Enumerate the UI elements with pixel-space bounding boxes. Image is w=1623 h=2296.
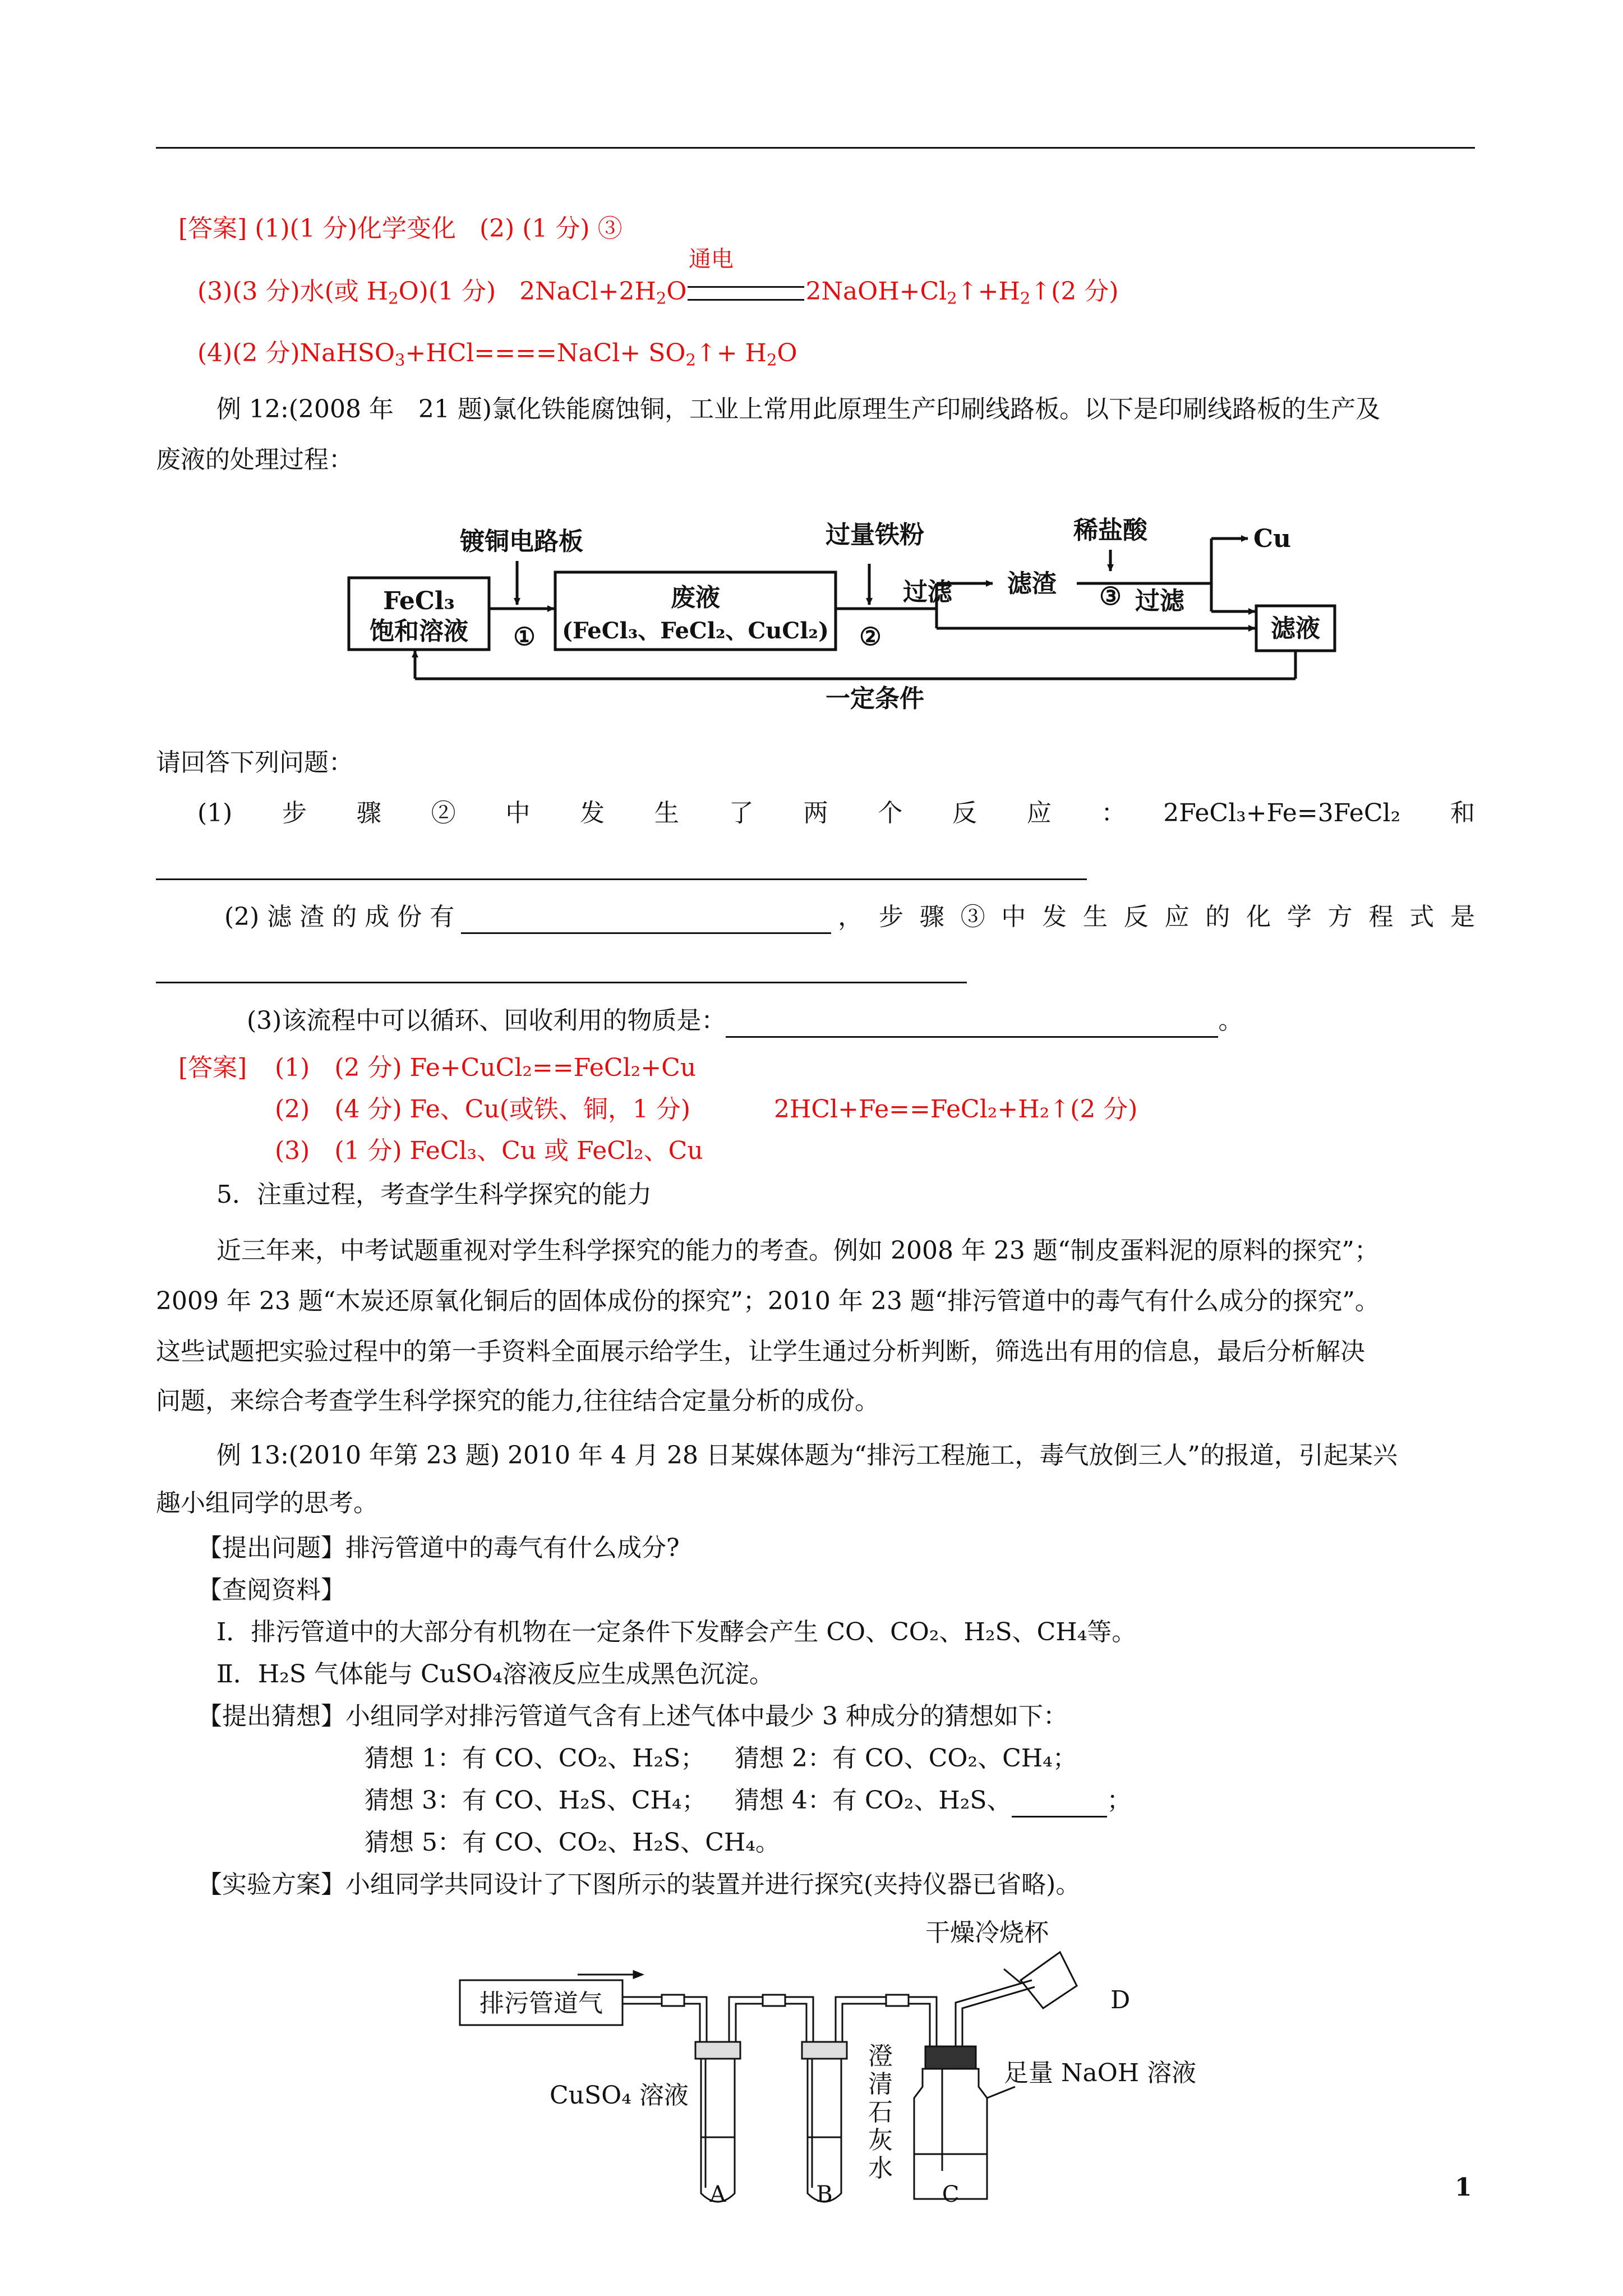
label-waste: 废液: [671, 583, 720, 612]
label-filtrate: 滤液: [1271, 614, 1320, 643]
answer-line-1: [答案] (1)(1 分)化学变化 (2) (1 分) ③: [178, 214, 623, 243]
naoh-label: 足量 NaOH 溶液: [1004, 2059, 1197, 2087]
step-2: ②: [859, 623, 882, 651]
label-filter-2: 过滤: [1135, 587, 1184, 615]
blank-residue[interactable]: [461, 910, 831, 934]
condition-label: 通电: [689, 246, 734, 272]
label-waste-contents: (FeCl₃、FeCl₂、CuCl₂): [562, 618, 829, 644]
question-2: (2) 滤 渣 的 成 份 有 ， 步 骤 ③ 中 发 生 反 应 的 化 学 方 程 式 是: [224, 900, 1475, 934]
label-plated-board: 镀铜电路板: [460, 527, 583, 556]
lime-1: 澄: [868, 2042, 893, 2070]
blank-q2-equation[interactable]: [156, 982, 967, 983]
section5-p2: 2009 年 23 题“木炭还原氧化铜后的固体成份的探究”；2010 年 23 题“排污管道中的毒气有什么成分的探究”。: [156, 1287, 1380, 1315]
answer12-1: (1) (2 分) Fe+CuCl₂==FeCl₂+Cu: [275, 1053, 697, 1082]
guess-5: 猜想 5：有 CO、CO₂、H₂S、CH₄。: [365, 1828, 780, 1857]
section5-p3: 这些试题把实验过程中的第一手资料全面展示给学生，让学生通过分析判断，筛选出有用的信息，最后分析解决: [156, 1337, 1365, 1366]
label-condition: 一定条件: [826, 684, 924, 713]
cuso4-label: CuSO₄ 溶液: [550, 2081, 689, 2110]
lime-4: 灰: [868, 2126, 893, 2155]
label-a: A: [709, 2182, 726, 2207]
label-fecl3: FeCl₃: [383, 587, 455, 615]
question-1: (1) 步 骤 ② 中 发 生 了 两 个 反 应 ： 2FeCl₃+Fe=3FeCl₂ 和: [197, 799, 1475, 827]
reference-tag: 【查阅资料】: [197, 1576, 345, 1604]
answer12-3: (3) (1 分) FeCl₃、Cu 或 FeCl₂、Cu: [275, 1137, 703, 1165]
hypothesis: 【提出猜想】小组同学对排污管道气含有上述气体中最少 3 种成分的猜想如下：: [197, 1702, 1068, 1731]
blank-guess-4[interactable]: [1012, 1793, 1107, 1818]
label-filter-1: 过滤: [903, 578, 952, 606]
label-d: D: [1110, 1986, 1131, 2014]
label-residue: 滤渣: [1007, 569, 1057, 598]
section5-heading: 5．注重过程，考查学生科学探究的能力: [216, 1180, 652, 1209]
step-3: ③: [1099, 582, 1122, 611]
label-cu: Cu: [1253, 524, 1292, 553]
guess-3: 猜想 3：有 CO、H₂S、CH₄；: [365, 1786, 707, 1815]
example12-intro-1: 例 12:(2008 年 21 题)氯化铁能腐蚀铜，工业上常用此原理生产印刷线路板。以下是印刷线路板的生产及: [216, 395, 1381, 424]
label-iron-powder: 过量铁粉: [826, 521, 924, 549]
gas-source-label: 排污管道气: [479, 1989, 603, 2018]
page-number: 1: [1455, 2173, 1472, 2202]
question-3: (3)该流程中可以循环、回收利用的物质是： 。: [247, 1004, 1243, 1038]
process-flowchart: [336, 505, 1346, 718]
guess-2: 猜想 2：有 CO、CO₂、CH₄；: [735, 1744, 1077, 1773]
blank-q1: [156, 878, 1087, 880]
blank-recycle[interactable]: [726, 1014, 1218, 1038]
step-1: ①: [513, 623, 536, 651]
apparatus-diagram: [449, 1918, 1267, 2210]
label-saturated: 饱和溶液: [370, 617, 468, 646]
lime-2: 清: [868, 2070, 893, 2099]
answer12-2a: (2) (4 分) Fe、Cu(或铁、铜，1 分): [275, 1095, 691, 1124]
label-b: B: [816, 2182, 833, 2207]
example13-l2: 趣小组同学的思考。: [156, 1489, 378, 1517]
lime-5: 水: [868, 2154, 893, 2183]
answer-line-3: (4)(2 分)NaHSO$_3$+HCl====NaCl+ $SO_2↑+ H_2O$: [197, 339, 797, 370]
answer12-tag: [答案]: [178, 1053, 247, 1082]
guess-1: 猜想 1：有 CO、CO₂、H₂S；: [365, 1744, 706, 1773]
answer12-2b: 2HCl+Fe==FeCl₂+H₂↑(2 分): [774, 1095, 1138, 1124]
example13-l1: 例 13:(2010 年第 23 题) 2010 年 4 月 28 日某媒体题为“排污工程施工，毒气放倒三人”的报道，引起某兴: [216, 1441, 1398, 1470]
reference-1: Ⅰ．排污管道中的大部分有机物在一定条件下发酵会产生 CO、CO₂、H₂S、CH₄等。: [216, 1618, 1137, 1646]
beaker-label: 干燥冷烧杯: [925, 1918, 1049, 1947]
section5-p4: 问题，来综合考查学生科学探究的能力,往往结合定量分析的成份。: [156, 1387, 879, 1415]
reference-2: Ⅱ．H₂S 气体能与 CuSO₄溶液反应生成黑色沉淀。: [216, 1660, 774, 1688]
answer-line-2: (3)(3 分)水(或 $H_2O)(1$ 分) $2NaCl+2H_2O$ $2NaOH+Cl_2↑+H_2↑(2$ 分): [197, 277, 1119, 308]
ask-line: 请回答下列问题：: [156, 748, 353, 777]
label-c: C: [942, 2182, 960, 2207]
raise-question: 【提出问题】排污管道中的毒气有什么成分?: [197, 1534, 680, 1562]
section5-p1: 近三年来，中考试题重视对学生科学探究的能力的考查。例如 2008 年 23 题“制皮蛋料泥的原料的探究”；: [216, 1236, 1379, 1265]
guess-4: 猜想 4：有 CO₂、H₂S、 ；: [735, 1784, 1132, 1818]
label-hcl: 稀盐酸: [1073, 516, 1147, 545]
example12-intro-2: 废液的处理过程：: [156, 445, 353, 474]
lime-3: 石: [868, 2098, 893, 2127]
header-rule: [156, 147, 1475, 149]
experiment-plan: 【实验方案】小组同学共同设计了下图所示的装置并进行探究(夹持仪器已省略)。: [197, 1870, 1081, 1899]
